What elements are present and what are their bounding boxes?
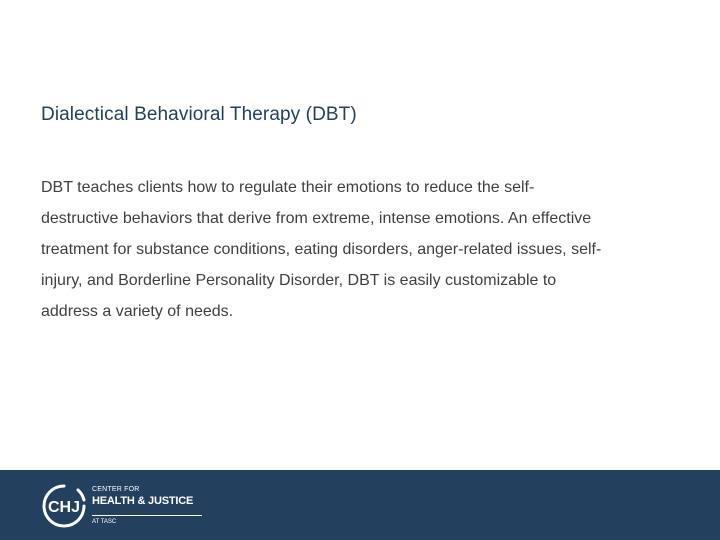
org-line-at-tasc: AT TASC (92, 519, 117, 525)
logo-mark-text: CHJ (47, 499, 81, 516)
slide-body (41, 172, 681, 327)
body-line-3: treatment for substance conditions, eating disorders, anger-related issues, self- (41, 241, 602, 258)
body-line-5: address a variety of needs. (41, 303, 234, 320)
organization-name (92, 486, 193, 508)
org-divider (92, 515, 202, 516)
footer-band (0, 470, 720, 540)
body-line-4: injury, and Borderline Personality Disorder, DBT is easily customizable to (41, 272, 557, 289)
org-line-health-justice: HEALTH & JUSTICE (92, 495, 194, 507)
slide-title: Dialectical Behavioral Therapy (DBT) (41, 104, 357, 125)
body-line-2: destructive behaviors that derive from extreme, intense emotions. An effective (41, 210, 592, 227)
body-line-1: DBT teaches clients how to regulate their emotions to reduce the self- (41, 179, 535, 196)
organization-logo (40, 482, 210, 532)
org-line-center-for: CENTER FOR (92, 486, 140, 493)
chj-logo-icon (40, 482, 88, 530)
